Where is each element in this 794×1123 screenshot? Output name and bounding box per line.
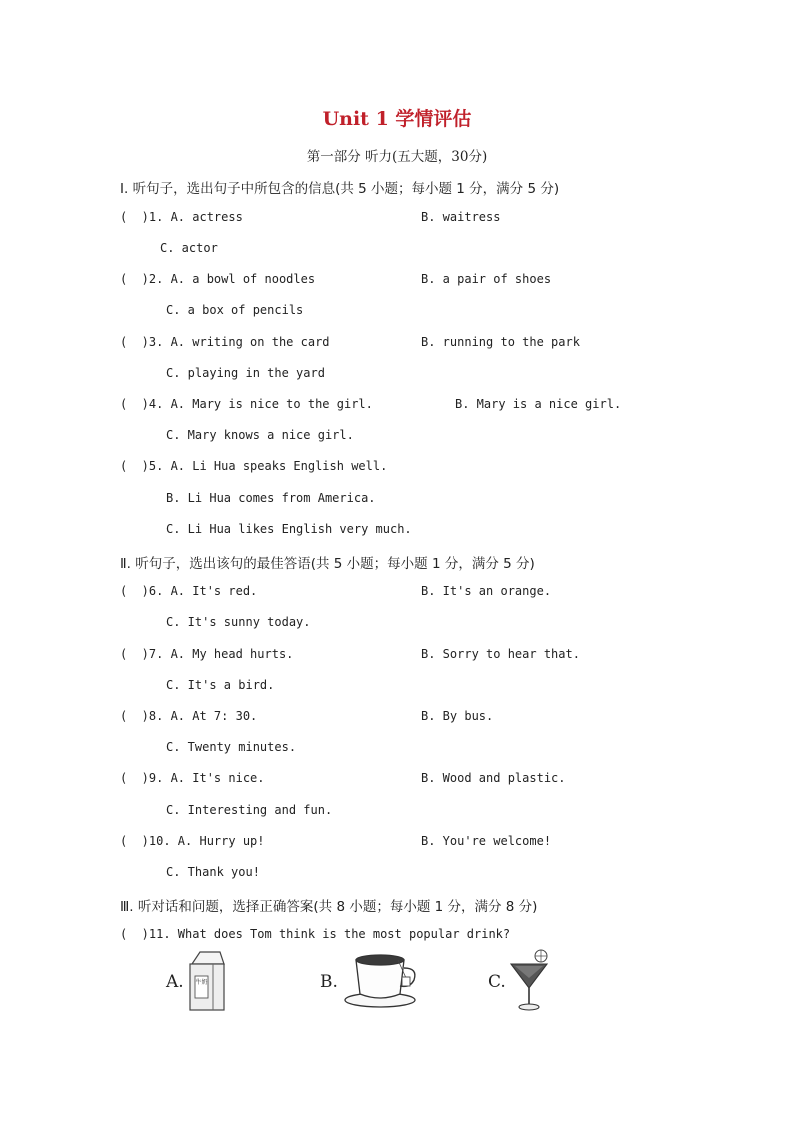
question-9-c: C. Interesting and fun.	[166, 803, 333, 817]
option-b-label: B.	[320, 972, 338, 992]
question-11-stem: ( )11. What does Tom think is the most popular drink?	[120, 927, 511, 941]
question-5-c: C. Li Hua likes English very much.	[166, 522, 412, 536]
question-2-a: ( )2. A. a bowl of noodles	[120, 272, 316, 286]
question-2-c: C. a box of pencils	[166, 303, 304, 317]
question-3-a: ( )3. A. writing on the card	[120, 335, 330, 349]
milk-carton-text: 牛奶	[195, 979, 208, 986]
page-title: Unit 1 学情评估	[322, 108, 472, 130]
question-10-a: ( )10. A. Hurry up!	[120, 834, 265, 848]
question-10-c: C. Thank you!	[166, 865, 260, 879]
question-7-b: B. Sorry to hear that.	[421, 647, 580, 661]
section-heading-3: Ⅲ. 听对话和问题，选择正确答案(共 8 小题；每小题 1 分，满分 8 分)	[120, 899, 538, 915]
question-8-c: C. Twenty minutes.	[166, 740, 297, 754]
question-9-b: B. Wood and plastic.	[421, 771, 566, 785]
question-7-a: ( )7. A. My head hurts.	[120, 647, 294, 661]
tea-cup-icon	[342, 950, 422, 1010]
question-7-c: C. It's a bird.	[166, 678, 275, 692]
question-11-pictures	[0, 948, 794, 1018]
question-3-b: B. running to the park	[421, 335, 580, 349]
part-subtitle: 第一部分 听力(五大题，30分)	[306, 149, 488, 165]
question-1-a: ( )1. A. actress	[120, 210, 243, 224]
question-5-b: B. Li Hua comes from America.	[166, 491, 376, 505]
question-10-b: B. You're welcome!	[421, 834, 552, 848]
question-6-b: B. It's an orange.	[421, 584, 552, 598]
section-heading-1: Ⅰ. 听句子，选出句子中所包含的信息(共 5 小题；每小题 1 分，满分 5 分)	[120, 181, 560, 197]
section-heading-2: Ⅱ. 听句子，选出该句的最佳答语(共 5 小题；每小题 1 分，满分 5 分)	[120, 556, 535, 572]
question-1-c: C. actor	[160, 241, 218, 255]
question-6-c: C. It's sunny today.	[166, 615, 311, 629]
question-9-a: ( )9. A. It's nice.	[120, 771, 265, 785]
question-5-a: ( )5. A. Li Hua speaks English well.	[120, 459, 388, 473]
question-6-a: ( )6. A. It's red.	[120, 584, 258, 598]
question-2-b: B. a pair of shoes	[421, 272, 552, 286]
option-c-label: C.	[488, 972, 506, 992]
question-4-a: ( )4. A. Mary is nice to the girl.	[120, 397, 373, 411]
milk-carton-icon	[186, 950, 228, 1012]
question-4-c: C. Mary knows a nice girl.	[166, 428, 354, 442]
question-4-b: B. Mary is a nice girl.	[455, 397, 622, 411]
option-a-label: A.	[166, 972, 184, 992]
question-8-b: B. By bus.	[421, 709, 494, 723]
question-8-a: ( )8. A. At 7: 30.	[120, 709, 258, 723]
question-1-b: B. waitress	[421, 210, 501, 224]
cocktail-glass-icon	[507, 948, 551, 1012]
question-3-c: C. playing in the yard	[166, 366, 325, 380]
